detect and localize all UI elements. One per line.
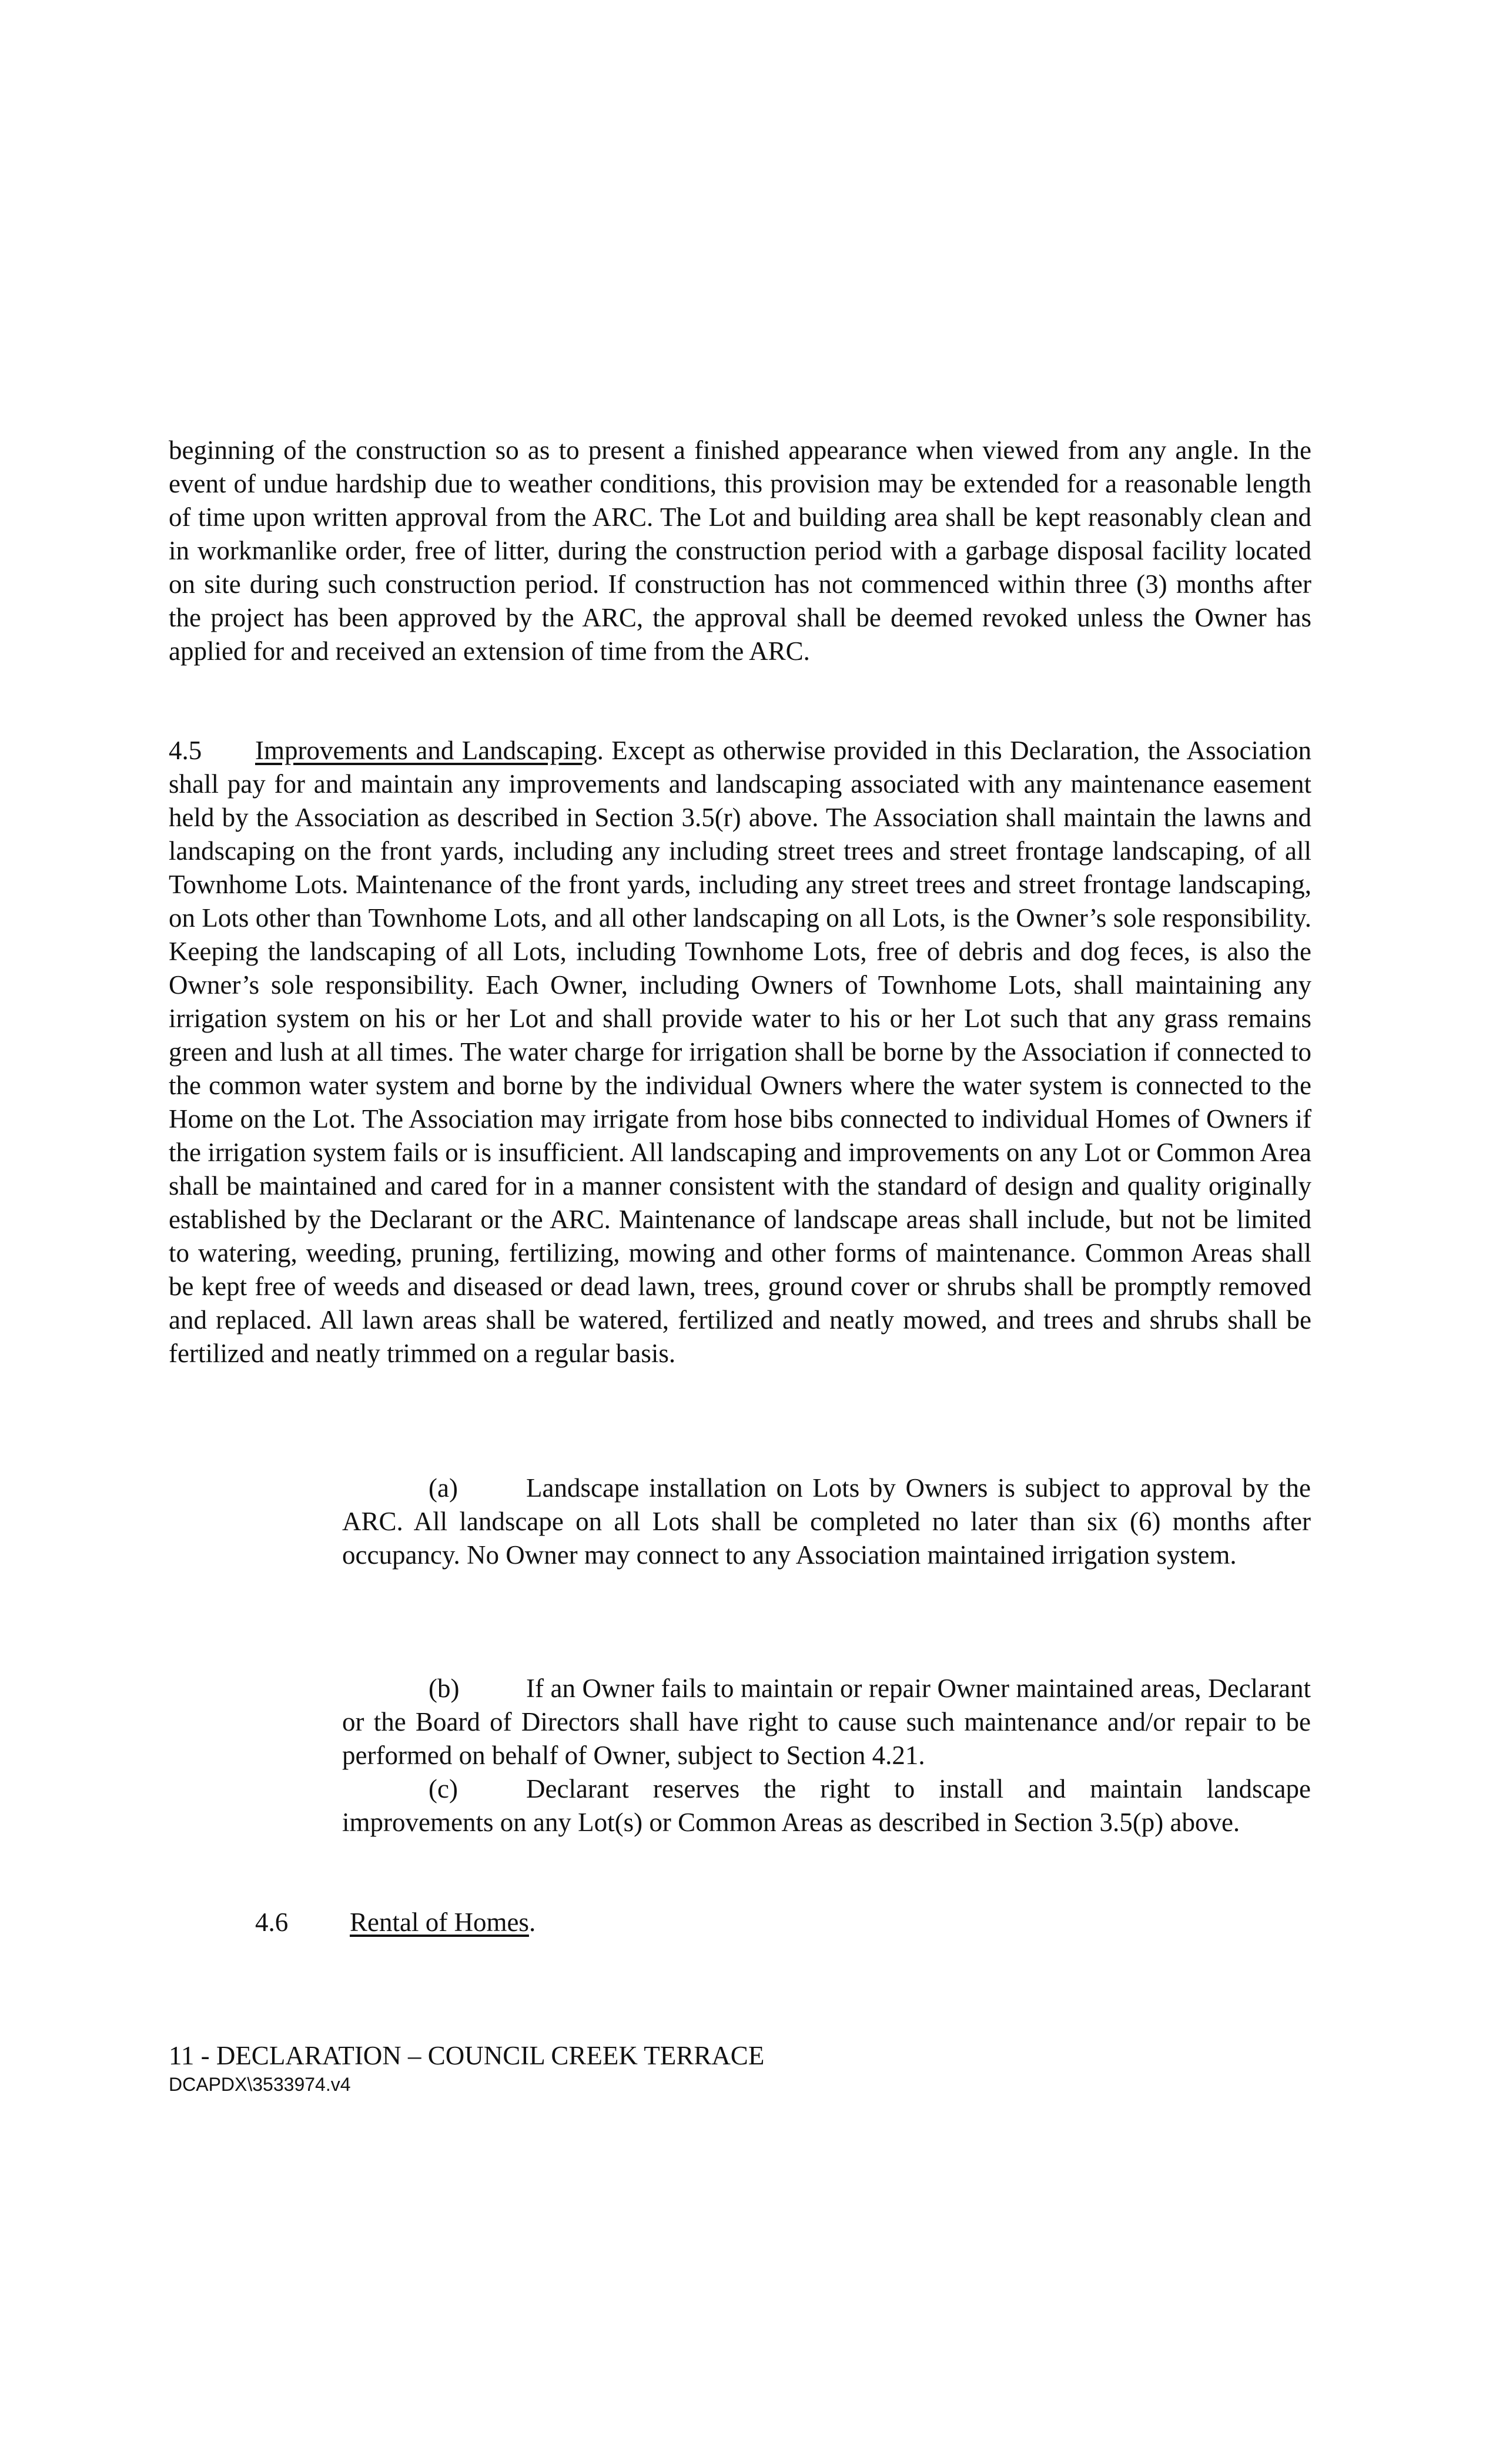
footer-doc-code: DCAPDX\3533974.v4: [169, 2074, 351, 2095]
section-4-6-trailing: .: [528, 1907, 536, 1937]
subsection-c-text: Declarant reserves the right to install and maintain landscape improvements on any Lot(s) or Common Areas as described in Section 3.5(p) above.: [342, 1774, 1311, 1837]
section-4-5-number: 4.5: [169, 736, 202, 765]
subsection-b-text: If an Owner fails to maintain or repair Owner maintained areas, Declarant or the Board of Directors shall have right to cause such maintenance and/or repair to be performed on behalf of Owner, subject to Section 4.21.: [342, 1674, 1311, 1770]
subsection-a-label: (a): [429, 1473, 458, 1503]
paragraph-continued: beginning of the construction so as to present a finished appearance when viewed from any angle. In the event of undue hardship due to weather conditions, this provision may be extended for a reasonable length of time upon written approval from the ARC. The Lot and building area shall be kept reasonably clean and in workmanlike order, free of litter, during the construction period with a garbage disposal facility located on site during such construction period. If construction has not commenced within three (3) months after the project has been approved by the ARC, the approval shall be deemed revoked unless the Owner has applied for and received an extension of time from the ARC.: [169, 435, 1311, 666]
subsection-a: [342, 1471, 1311, 1572]
subsection-a-text: Landscape installation on Lots by Owners is subject to approval by the ARC. All landscape on all Lots shall be completed no later than six (6) months after occupancy. No Owner may connect to any Association maintained irrigation system.: [342, 1473, 1311, 1570]
subsection-c-label: (c): [429, 1774, 458, 1803]
section-4-6: [255, 1906, 536, 1939]
subsection-b: [342, 1672, 1311, 1772]
page-footer: [169, 2039, 764, 2096]
section-4-5: [169, 734, 1311, 1370]
section-4-5-body: . Except as otherwise provided in this Declaration, the Association shall pay for and maintain any improvements and landscaping associated with any maintenance easement held by the Association as described in Section 3.5(r) above. The Association shall maintain the lawns and landscaping on the front yards, including any including street trees and street frontage landscaping, of all Townhome Lots. Maintenance of the front yards, including any street trees and street frontage landscaping, on Lots other than Townhome Lots, and all other landscaping on all Lots, is the Owner’s sole responsibility. Keeping the landscaping of all Lots, including Townhome Lots, free of debris and dog feces, is also the Owner’s sole responsibility. Each Owner, including Owners of Townhome Lots, shall maintaining any irrigation system on his or her Lot and shall provide water to his or her Lot such that any grass remains green and lush at all times. The water charge for irrigation shall be borne by the Association if connected to the common water system and borne by the individual Owners where the water system is connected to the Home on the Lot. The Association may irrigate from hose bibs connected to individual Homes of Owners if the irrigation system fails or is insufficient. All landscaping and improvements on any Lot or Common Area shall be maintained and cared for in a manner consistent with the standard of design and quality originally established by the Declarant or the ARC. Maintenance of landscape areas shall include, but not be limited to watering, weeding, pruning, fertilizing, mowing and other forms of maintenance. Common Areas shall be kept free of weeds and diseased or dead lawn, trees, ground cover or shrubs shall be promptly removed and replaced. All lawn areas shall be watered, fertilized and neatly mowed, and trees and shrubs shall be fertilized and neatly trimmed on a regular basis.: [169, 736, 1311, 1368]
subsection-c: [342, 1772, 1311, 1839]
section-4-5-title: Improvements and Landscaping: [255, 736, 597, 765]
footer-title: 11 - DECLARATION – COUNCIL CREEK TERRACE: [169, 2041, 765, 2070]
section-4-6-number: 4.6: [255, 1907, 289, 1937]
section-4-6-title: Rental of Homes: [350, 1907, 529, 1937]
subsection-b-label: (b): [429, 1674, 460, 1703]
